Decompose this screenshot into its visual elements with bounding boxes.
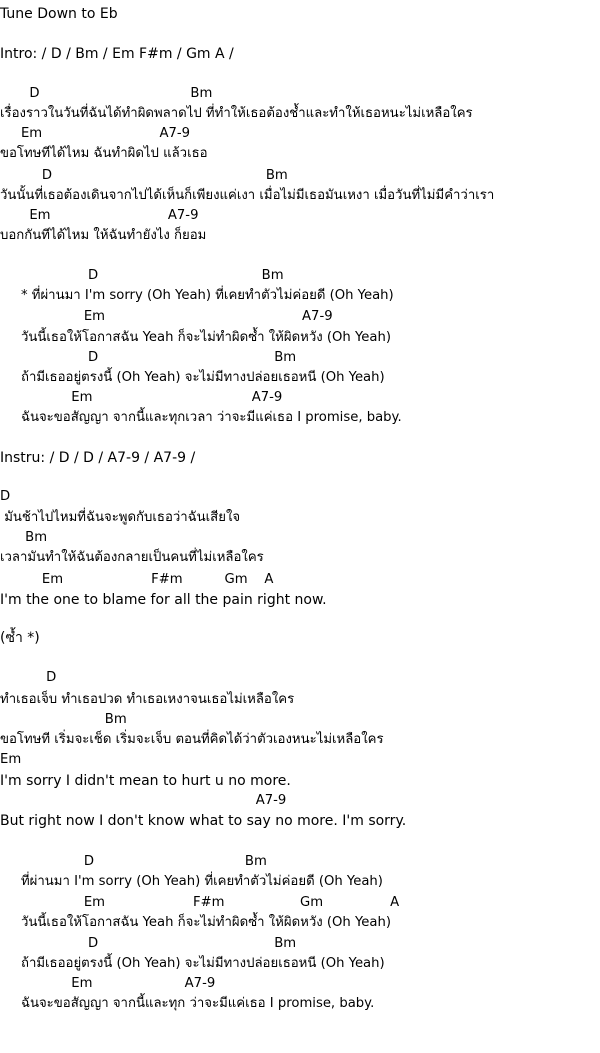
text-line: I'm the one to blame for all the pain right now. (0, 592, 327, 608)
text-line: But right now I don't know what to say no more. I'm sorry. (0, 813, 407, 829)
text-line: (ซ้ำ *) (0, 630, 40, 646)
lyric-line: ทำเธอเจ็บ ทำเธอปวด ทำเธอเหงาจนเธอไม่เหลือใคร (0, 692, 295, 707)
lyric-line: ฉันจะขอสัญญา จากนี้และทุกเวลา ว่าจะมีแค่เธอ I promise, baby. (0, 410, 402, 425)
chord-line: Em A7-9 (0, 126, 191, 141)
chord-line: Em (0, 752, 22, 767)
chord-line: D Bm (0, 854, 267, 869)
lyric-line: * ที่ผ่านมา I'm sorry (Oh Yeah) ที่เคยทำตัวไม่ค่อยดี (Oh Yeah) (0, 288, 394, 303)
lyric-line: เวลามันทำให้ฉันต้องกลายเป็นคนที่ไม่เหลือใคร (0, 550, 264, 565)
chord-line: Em F#m Gm A (0, 895, 400, 910)
text-line: Tune Down to Eb (0, 6, 118, 22)
chord-line: A7-9 (0, 793, 287, 808)
lyric-line: ขอโทษทีได้ไหม ฉันทำผิดไป แล้วเธอ (0, 146, 208, 161)
chord-line: D Bm (0, 936, 297, 951)
text-line: Intro: / D / Bm / Em F#m / Gm A / (0, 46, 234, 62)
chord-line: D Bm (0, 168, 288, 183)
chord-line: D (0, 489, 11, 504)
lyric-line: ที่ผ่านมา I'm sorry (Oh Yeah) ที่เคยทำตัวไม่ค่อยดี (Oh Yeah) (0, 874, 383, 889)
chord-line: Em A7-9 (0, 390, 283, 405)
text-line: Instru: / D / D / A7-9 / A7-9 / (0, 450, 196, 466)
lyric-line: ถ้ามีเธออยู่ตรงนี้ (Oh Yeah) จะไม่มีทางปล่อยเธอหนี (Oh Yeah) (0, 370, 385, 385)
chord-line: Em A7-9 (0, 309, 333, 324)
lyric-line: เรื่องราวในวันที่ฉันได้ทำผิดพลาดไป ที่ทำให้เธอต้องช้ำและทำให้เธอหนะไม่เหลือใคร (0, 106, 473, 121)
chord-line: Em A7-9 (0, 976, 216, 991)
lyric-line: มันช้าไปไหมที่ฉันจะพูดกับเธอว่าฉันเสียใจ (0, 510, 241, 525)
lyric-line: บอกกันทีได้ไหม ให้ฉันทำยังไง ก็ยอม (0, 228, 207, 243)
chord-line: Bm (0, 530, 48, 545)
chord-line: D Bm (0, 86, 213, 101)
chord-line: Em A7-9 (0, 208, 199, 223)
chord-line: Bm (0, 712, 127, 727)
lyric-line: วันนั้นที่เธอต้องเดินจากไปได้เห็นก็เพียงแค่เงา เมื่อไม่มีเธอมันเหงา เมื่อวันที่ไม่มีคำว่าเรา (0, 188, 495, 203)
lyric-line: ถ้ามีเธออยู่ตรงนี้ (Oh Yeah) จะไม่มีทางปล่อยเธอหนี (Oh Yeah) (0, 956, 385, 971)
lyric-line: ขอโทษที เริ่มจะเช็ด เริ่มจะเจ็บ ตอนที่คิดได้ว่าตัวเองหนะไม่เหลือใคร (0, 732, 384, 747)
lyric-line: วันนี้เธอให้โอกาสฉัน Yeah ก็จะไม่ทำผิดซ้ำ ให้ผิดหวัง (Oh Yeah) (0, 915, 391, 930)
chord-line: D (0, 670, 57, 685)
text-line: I'm sorry I didn't mean to hurt u no more. (0, 773, 291, 789)
lyric-line: วันนี้เธอให้โอกาสฉัน Yeah ก็จะไม่ทำผิดซ้ำ ให้ผิดหวัง (Oh Yeah) (0, 330, 391, 345)
lyric-line: ฉันจะขอสัญญา จากนี้และทุก ว่าจะมีแค่เธอ I promise, baby. (0, 996, 375, 1011)
chord-line: Em F#m Gm A (0, 572, 274, 587)
chord-line: D Bm (0, 268, 284, 283)
chord-line: D Bm (0, 350, 297, 365)
